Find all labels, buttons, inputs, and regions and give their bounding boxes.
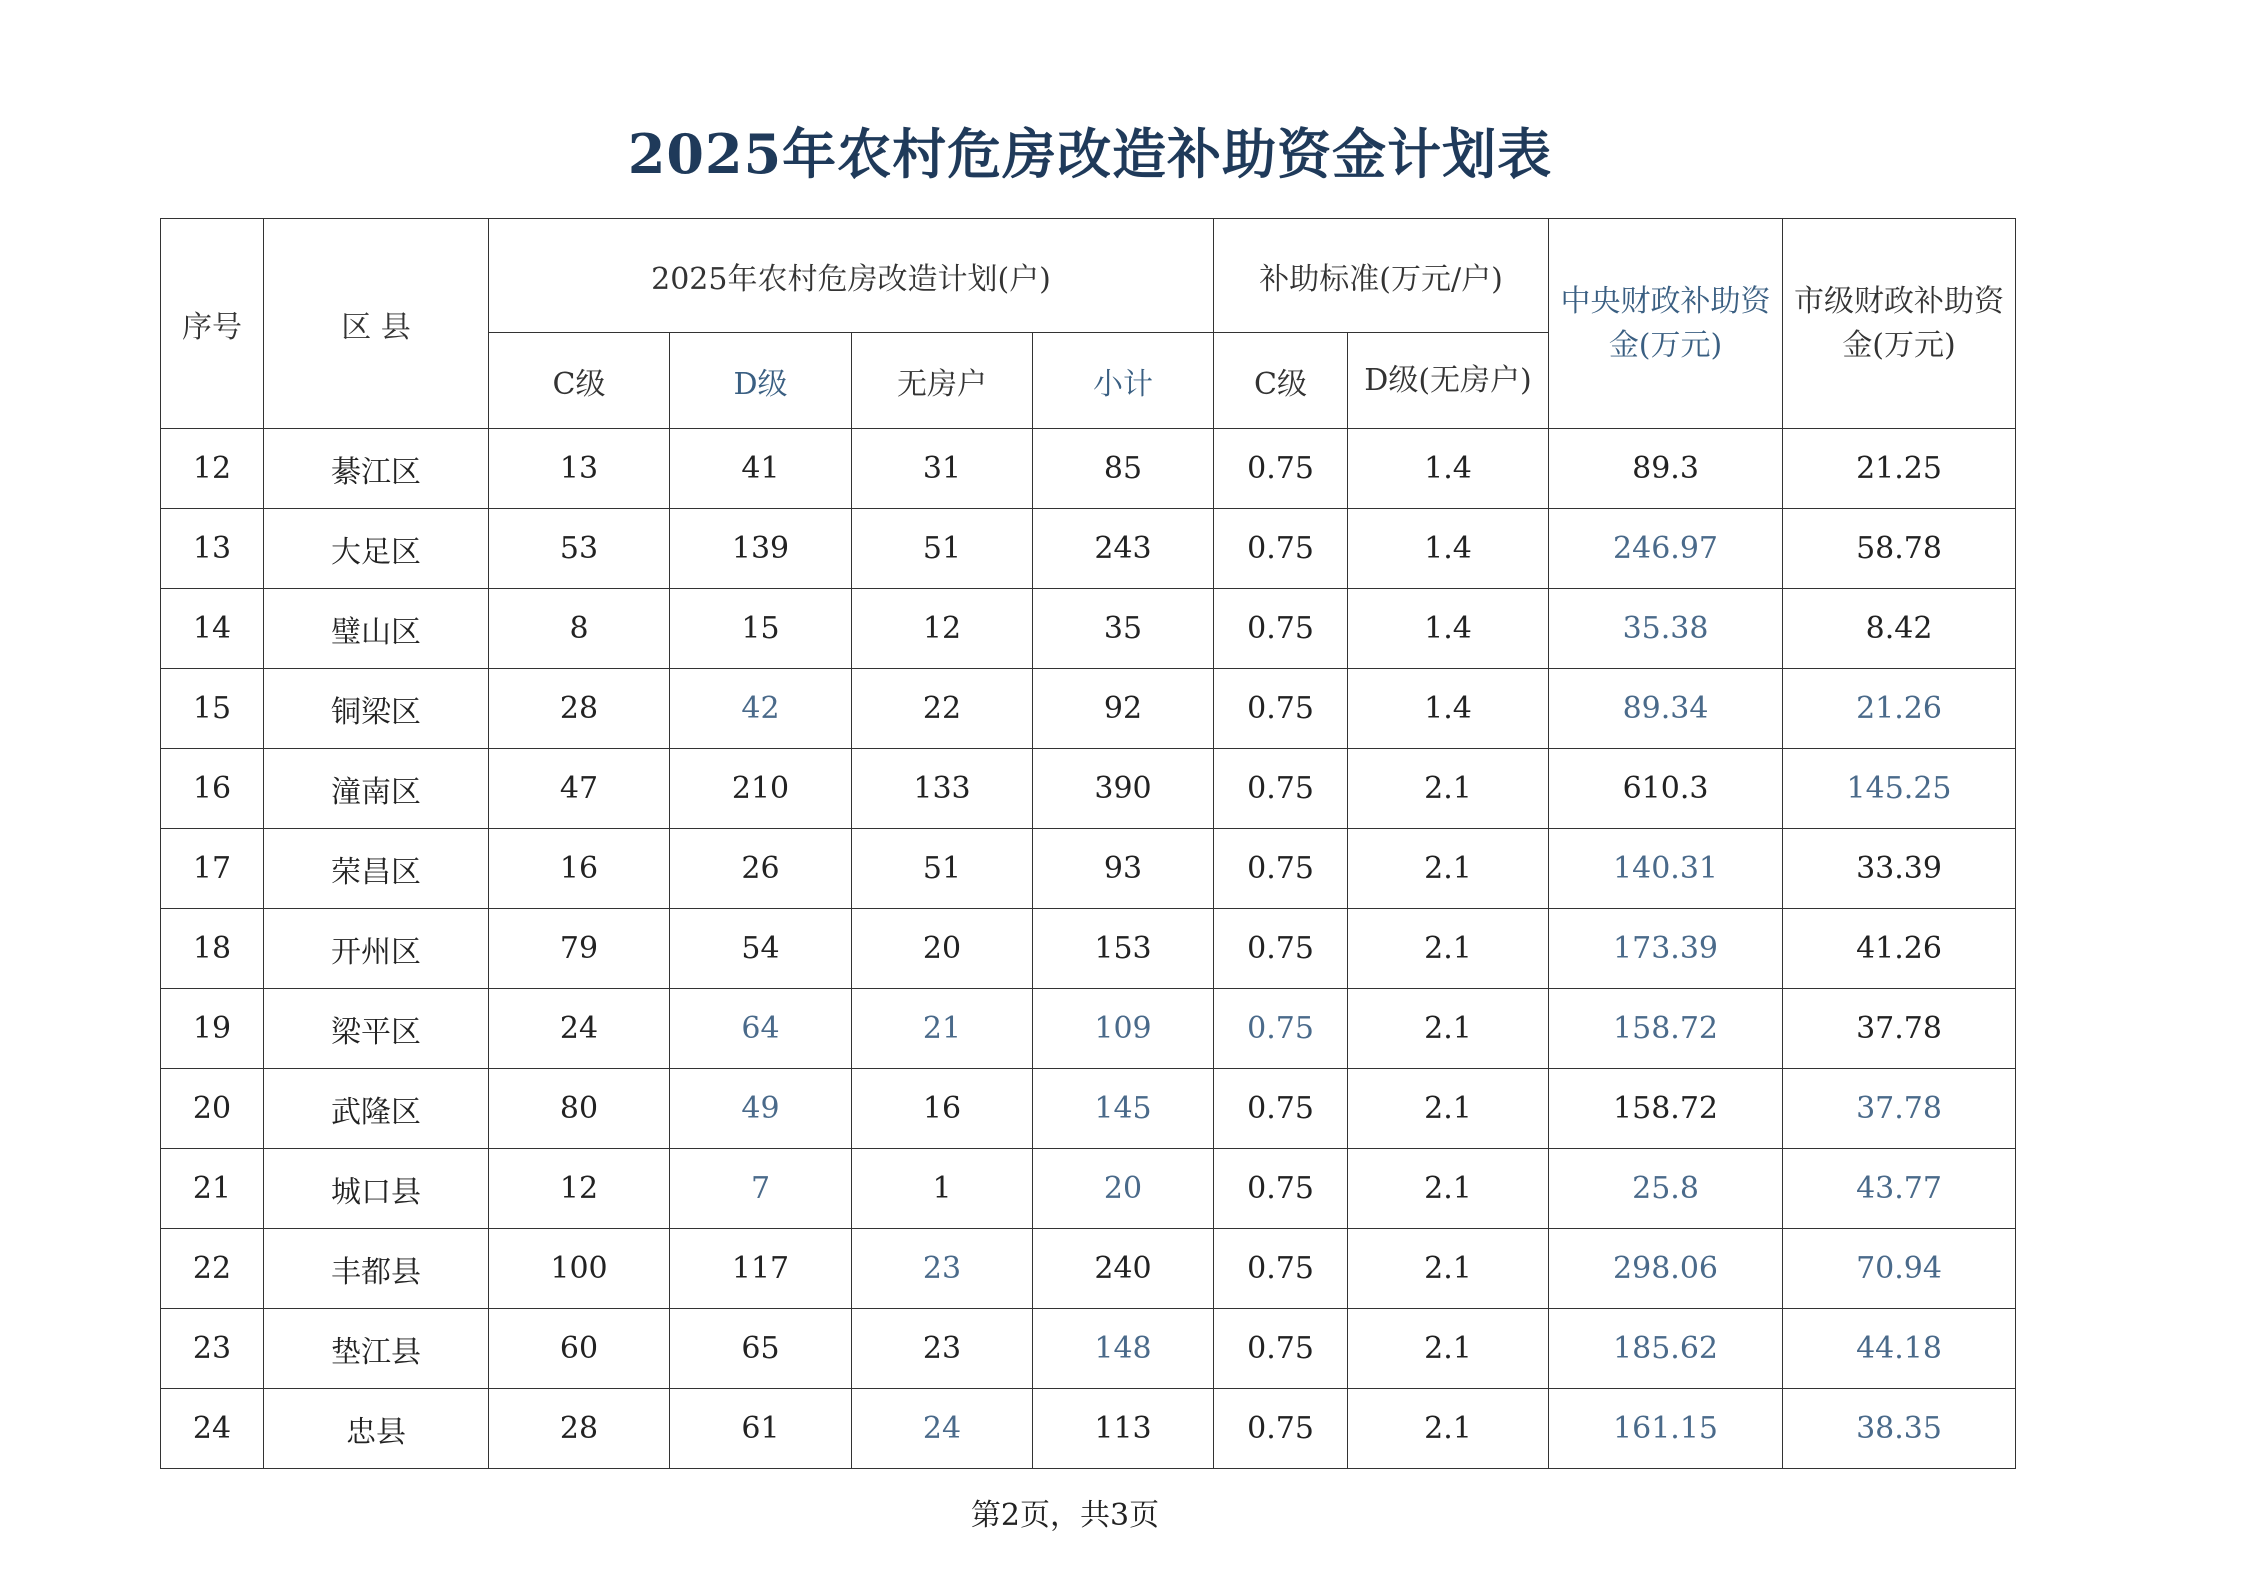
- cell-no-house: 1: [852, 1149, 1033, 1229]
- cell-d-level: 64: [670, 989, 852, 1069]
- header-seq: 序号: [161, 219, 264, 429]
- cell-no-house: 24: [852, 1389, 1033, 1469]
- cell-city-funds: 37.78: [1783, 989, 2016, 1069]
- header-d-level: D级: [670, 333, 852, 429]
- cell-subtotal: 92: [1033, 669, 1214, 749]
- cell-c-level: 80: [489, 1069, 670, 1149]
- cell-central-funds: 173.39: [1549, 909, 1783, 989]
- cell-c-level: 60: [489, 1309, 670, 1389]
- cell-city-funds: 33.39: [1783, 829, 2016, 909]
- cell-subtotal: 390: [1033, 749, 1214, 829]
- cell-std-d: 2.1: [1348, 1149, 1549, 1229]
- table-row: [161, 429, 2016, 509]
- table-row: [161, 989, 2016, 1069]
- cell-c-level: 47: [489, 749, 670, 829]
- cell-city-funds: 145.25: [1783, 749, 2016, 829]
- cell-std-d: 1.4: [1348, 669, 1549, 749]
- cell-city-funds: 58.78: [1783, 509, 2016, 589]
- cell-std-c: 0.75: [1214, 909, 1348, 989]
- cell-county: 城口县: [264, 1149, 489, 1229]
- cell-c-level: 8: [489, 589, 670, 669]
- header-city-funds: 市级财政补助资金(万元): [1783, 219, 2016, 429]
- cell-seq: 24: [161, 1389, 264, 1469]
- table-row: [161, 829, 2016, 909]
- cell-d-level: 61: [670, 1389, 852, 1469]
- table-row: [161, 749, 2016, 829]
- cell-subtotal: 35: [1033, 589, 1214, 669]
- cell-city-funds: 21.26: [1783, 669, 2016, 749]
- header-central-funds: 中央财政补助资金(万元): [1549, 219, 1783, 429]
- cell-seq: 17: [161, 829, 264, 909]
- cell-seq: 13: [161, 509, 264, 589]
- cell-city-funds: 21.25: [1783, 429, 2016, 509]
- cell-county: 大足区: [264, 509, 489, 589]
- cell-subtotal: 145: [1033, 1069, 1214, 1149]
- cell-seq: 19: [161, 989, 264, 1069]
- cell-std-d: 2.1: [1348, 1069, 1549, 1149]
- cell-std-d: 2.1: [1348, 1309, 1549, 1389]
- cell-no-house: 51: [852, 509, 1033, 589]
- cell-seq: 23: [161, 1309, 264, 1389]
- cell-no-house: 22: [852, 669, 1033, 749]
- cell-d-level: 210: [670, 749, 852, 829]
- cell-d-level: 54: [670, 909, 852, 989]
- cell-county: 璧山区: [264, 589, 489, 669]
- cell-d-level: 117: [670, 1229, 852, 1309]
- cell-county: 开州区: [264, 909, 489, 989]
- cell-city-funds: 38.35: [1783, 1389, 2016, 1469]
- cell-seq: 18: [161, 909, 264, 989]
- cell-no-house: 12: [852, 589, 1033, 669]
- cell-county: 綦江区: [264, 429, 489, 509]
- cell-std-d: 1.4: [1348, 429, 1549, 509]
- cell-no-house: 31: [852, 429, 1033, 509]
- cell-std-d: 2.1: [1348, 829, 1549, 909]
- table-row: [161, 1309, 2016, 1389]
- cell-subtotal: 20: [1033, 1149, 1214, 1229]
- cell-c-level: 12: [489, 1149, 670, 1229]
- cell-d-level: 15: [670, 589, 852, 669]
- cell-c-level: 100: [489, 1229, 670, 1309]
- cell-std-c: 0.75: [1214, 1389, 1348, 1469]
- cell-no-house: 20: [852, 909, 1033, 989]
- table-row: [161, 509, 2016, 589]
- page-footer: 第2页，共3页: [970, 1498, 1160, 1533]
- cell-d-level: 139: [670, 509, 852, 589]
- header-plan-group: 2025年农村危房改造计划(户): [489, 219, 1214, 333]
- cell-no-house: 23: [852, 1229, 1033, 1309]
- header-subtotal: 小计: [1033, 333, 1214, 429]
- cell-central-funds: 35.38: [1549, 589, 1783, 669]
- cell-std-c: 0.75: [1214, 1149, 1348, 1229]
- page-title: 2025年农村危房改造补助资金计划表: [627, 122, 1553, 186]
- header-county: 区 县: [264, 219, 489, 429]
- cell-county: 荣昌区: [264, 829, 489, 909]
- cell-city-funds: 70.94: [1783, 1229, 2016, 1309]
- cell-county: 梁平区: [264, 989, 489, 1069]
- cell-seq: 12: [161, 429, 264, 509]
- cell-central-funds: 161.15: [1549, 1389, 1783, 1469]
- cell-central-funds: 185.62: [1549, 1309, 1783, 1389]
- cell-std-d: 2.1: [1348, 1389, 1549, 1469]
- cell-subtotal: 243: [1033, 509, 1214, 589]
- table-row: [161, 1229, 2016, 1309]
- cell-county: 丰都县: [264, 1229, 489, 1309]
- cell-central-funds: 140.31: [1549, 829, 1783, 909]
- cell-seq: 22: [161, 1229, 264, 1309]
- subsidy-plan-table: [160, 218, 2016, 1469]
- cell-std-c: 0.75: [1214, 509, 1348, 589]
- cell-no-house: 21: [852, 989, 1033, 1069]
- cell-std-c: 0.75: [1214, 1069, 1348, 1149]
- cell-c-level: 13: [489, 429, 670, 509]
- table-row: [161, 589, 2016, 669]
- cell-subtotal: 109: [1033, 989, 1214, 1069]
- cell-std-c: 0.75: [1214, 989, 1348, 1069]
- cell-d-level: 41: [670, 429, 852, 509]
- header-subsidy-standard: 补助标准(万元/户): [1214, 219, 1549, 333]
- cell-std-c: 0.75: [1214, 749, 1348, 829]
- cell-no-house: 23: [852, 1309, 1033, 1389]
- table-row: [161, 1389, 2016, 1469]
- cell-d-level: 65: [670, 1309, 852, 1389]
- cell-county: 潼南区: [264, 749, 489, 829]
- cell-central-funds: 298.06: [1549, 1229, 1783, 1309]
- cell-county: 垫江县: [264, 1309, 489, 1389]
- cell-seq: 14: [161, 589, 264, 669]
- cell-c-level: 28: [489, 669, 670, 749]
- cell-seq: 16: [161, 749, 264, 829]
- cell-city-funds: 43.77: [1783, 1149, 2016, 1229]
- cell-std-c: 0.75: [1214, 829, 1348, 909]
- cell-subtotal: 148: [1033, 1309, 1214, 1389]
- cell-std-d: 2.1: [1348, 989, 1549, 1069]
- cell-std-c: 0.75: [1214, 1309, 1348, 1389]
- cell-seq: 15: [161, 669, 264, 749]
- cell-subtotal: 153: [1033, 909, 1214, 989]
- table-row: [161, 1149, 2016, 1229]
- cell-central-funds: 25.8: [1549, 1149, 1783, 1229]
- cell-central-funds: 158.72: [1549, 989, 1783, 1069]
- cell-city-funds: 41.26: [1783, 909, 2016, 989]
- header-no-house: 无房户: [852, 333, 1033, 429]
- cell-d-level: 26: [670, 829, 852, 909]
- cell-central-funds: 89.3: [1549, 429, 1783, 509]
- cell-std-d: 2.1: [1348, 749, 1549, 829]
- cell-no-house: 133: [852, 749, 1033, 829]
- cell-no-house: 16: [852, 1069, 1033, 1149]
- table-row: [161, 909, 2016, 989]
- cell-subtotal: 113: [1033, 1389, 1214, 1469]
- cell-county: 忠县: [264, 1389, 489, 1469]
- cell-d-level: 42: [670, 669, 852, 749]
- cell-c-level: 16: [489, 829, 670, 909]
- header-c-level: C级: [489, 333, 670, 429]
- cell-no-house: 51: [852, 829, 1033, 909]
- cell-subtotal: 93: [1033, 829, 1214, 909]
- cell-std-d: 1.4: [1348, 589, 1549, 669]
- cell-c-level: 28: [489, 1389, 670, 1469]
- cell-central-funds: 246.97: [1549, 509, 1783, 589]
- cell-subtotal: 240: [1033, 1229, 1214, 1309]
- cell-central-funds: 610.3: [1549, 749, 1783, 829]
- table-row: [161, 669, 2016, 749]
- cell-std-c: 0.75: [1214, 669, 1348, 749]
- cell-seq: 20: [161, 1069, 264, 1149]
- cell-std-d: 2.1: [1348, 909, 1549, 989]
- cell-city-funds: 8.42: [1783, 589, 2016, 669]
- header-row-1: [161, 219, 2016, 333]
- cell-d-level: 7: [670, 1149, 852, 1229]
- cell-central-funds: 89.34: [1549, 669, 1783, 749]
- cell-c-level: 24: [489, 989, 670, 1069]
- cell-county: 武隆区: [264, 1069, 489, 1149]
- cell-city-funds: 44.18: [1783, 1309, 2016, 1389]
- table-body: [161, 429, 2016, 1469]
- cell-city-funds: 37.78: [1783, 1069, 2016, 1149]
- cell-d-level: 49: [670, 1069, 852, 1149]
- cell-central-funds: 158.72: [1549, 1069, 1783, 1149]
- cell-std-c: 0.75: [1214, 429, 1348, 509]
- table-row: [161, 1069, 2016, 1149]
- header-std-d: D级(无房户): [1348, 333, 1549, 429]
- cell-std-d: 1.4: [1348, 509, 1549, 589]
- header-std-c: C级: [1214, 333, 1348, 429]
- cell-seq: 21: [161, 1149, 264, 1229]
- cell-std-c: 0.75: [1214, 589, 1348, 669]
- cell-subtotal: 85: [1033, 429, 1214, 509]
- cell-county: 铜梁区: [264, 669, 489, 749]
- cell-std-c: 0.75: [1214, 1229, 1348, 1309]
- cell-std-d: 2.1: [1348, 1229, 1549, 1309]
- cell-c-level: 79: [489, 909, 670, 989]
- cell-c-level: 53: [489, 509, 670, 589]
